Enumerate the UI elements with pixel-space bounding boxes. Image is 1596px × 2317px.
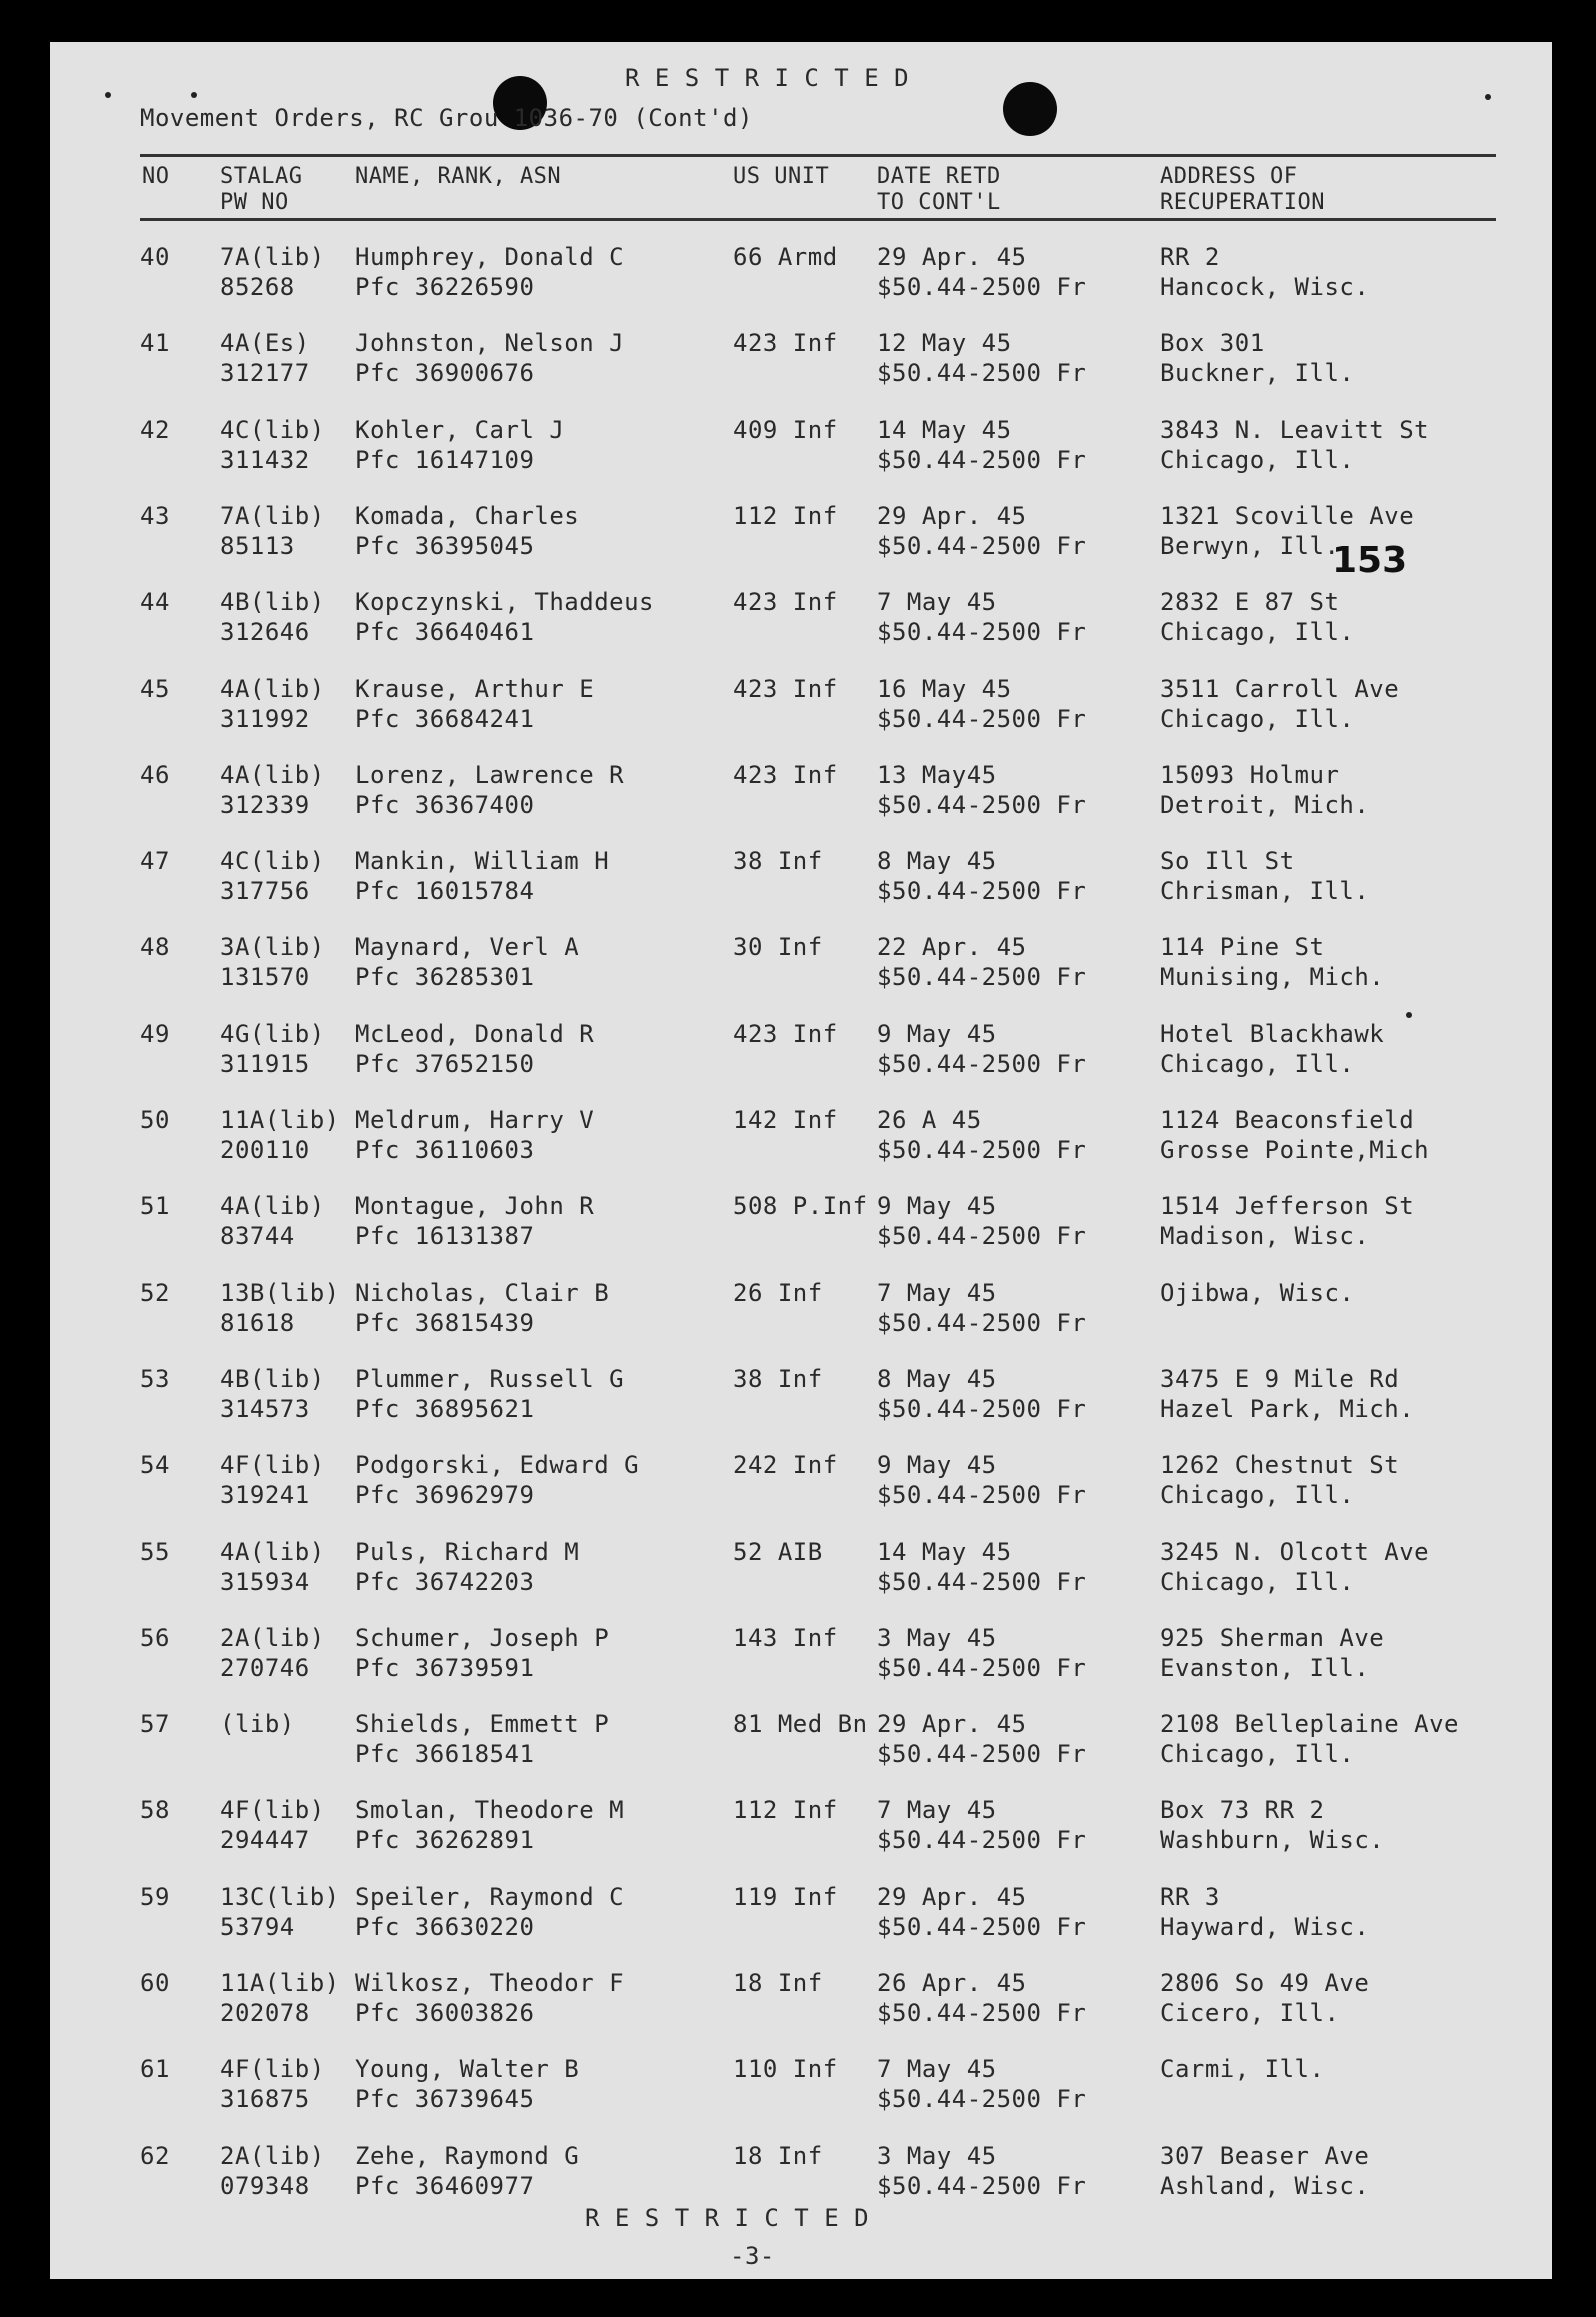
table-row — [50, 1278, 1552, 1364]
soldier-name: Komada, Charles — [355, 502, 580, 530]
col-header-pw-no: PW NO — [220, 190, 289, 215]
stalag: 4A(lib) — [220, 1538, 325, 1566]
rank-asn: Pfc 36262891 — [355, 1826, 535, 1854]
rank-asn: Pfc 36739645 — [355, 2085, 535, 2113]
rank-asn: Pfc 16147109 — [355, 446, 535, 474]
pw-number: 312339 — [220, 791, 310, 819]
pw-number: 294447 — [220, 1826, 310, 1854]
stalag: 4C(lib) — [220, 416, 325, 444]
us-unit: 18 Inf — [733, 2142, 823, 2170]
payment: $50.44-2500 Fr — [877, 1309, 1087, 1337]
col-header-stalag: STALAG — [220, 164, 303, 189]
stalag: 13C(lib) — [220, 1883, 340, 1911]
stalag: 4G(lib) — [220, 1020, 325, 1048]
date-returned: 7 May 45 — [877, 1279, 997, 1307]
rank-asn: Pfc 36285301 — [355, 963, 535, 991]
address-line-1: 114 Pine St — [1160, 933, 1325, 961]
address-line-1: 3511 Carroll Ave — [1160, 675, 1400, 703]
us-unit: 423 Inf — [733, 329, 838, 357]
soldier-name: Zehe, Raymond G — [355, 2142, 580, 2170]
address-line-1: 925 Sherman Ave — [1160, 1624, 1385, 1652]
pw-number: 315934 — [220, 1568, 310, 1596]
speck — [1485, 94, 1491, 100]
speck — [191, 92, 197, 98]
address-line-1: Ojibwa, Wisc. — [1160, 1279, 1355, 1307]
soldier-name: Young, Walter B — [355, 2055, 580, 2083]
us-unit: 52 AIB — [733, 1538, 823, 1566]
address-line-1: So Ill St — [1160, 847, 1295, 875]
us-unit: 119 Inf — [733, 1883, 838, 1911]
payment: $50.44-2500 Fr — [877, 1740, 1087, 1768]
rank-asn: Pfc 36640461 — [355, 618, 535, 646]
pw-number: 079348 — [220, 2172, 310, 2200]
us-unit: 242 Inf — [733, 1451, 838, 1479]
address-line-2: Chicago, Ill. — [1160, 618, 1355, 646]
header-rule-top — [140, 154, 1496, 157]
payment: $50.44-2500 Fr — [877, 963, 1087, 991]
table-row — [50, 1191, 1552, 1277]
table-row — [50, 1364, 1552, 1450]
us-unit: 66 Armd — [733, 243, 838, 271]
table-row — [50, 1795, 1552, 1881]
soldier-name: Podgorski, Edward G — [355, 1451, 640, 1479]
pw-number: 85268 — [220, 273, 295, 301]
address-line-2: Ashland, Wisc. — [1160, 2172, 1370, 2200]
date-returned: 7 May 45 — [877, 2055, 997, 2083]
us-unit: 38 Inf — [733, 1365, 823, 1393]
address-line-1: 15093 Holmur — [1160, 761, 1340, 789]
date-returned: 9 May 45 — [877, 1020, 997, 1048]
document-title: Movement Orders, RC Grou 1036-70 (Cont'd) — [140, 104, 753, 132]
row-number: 46 — [140, 761, 170, 789]
pw-number: 81618 — [220, 1309, 295, 1337]
address-line-1: 3475 E 9 Mile Rd — [1160, 1365, 1400, 1393]
soldier-name: Plummer, Russell G — [355, 1365, 625, 1393]
table-row — [50, 1623, 1552, 1709]
address-line-1: 2832 E 87 St — [1160, 588, 1340, 616]
classification-bottom: R E S T R I C T E D — [585, 2204, 870, 2232]
rank-asn: Pfc 36739591 — [355, 1654, 535, 1682]
table-row — [50, 1105, 1552, 1191]
stalag: 4F(lib) — [220, 1451, 325, 1479]
us-unit: 423 Inf — [733, 675, 838, 703]
date-returned: 12 May 45 — [877, 329, 1012, 357]
table-row — [50, 932, 1552, 1018]
payment: $50.44-2500 Fr — [877, 2172, 1087, 2200]
table-row — [50, 501, 1552, 587]
stalag: 4F(lib) — [220, 1796, 325, 1824]
classification-top: R E S T R I C T E D — [625, 64, 910, 92]
stalag: 2A(lib) — [220, 1624, 325, 1652]
stalag: 2A(lib) — [220, 2142, 325, 2170]
stalag: 13B(lib) — [220, 1279, 340, 1307]
us-unit: 110 Inf — [733, 2055, 838, 2083]
rank-asn: Pfc 36395045 — [355, 532, 535, 560]
us-unit: 508 P.Inf — [733, 1192, 868, 1220]
col-header-name: NAME, RANK, ASN — [355, 164, 562, 189]
table-row — [50, 242, 1552, 328]
table-row — [50, 415, 1552, 501]
pw-number: 311992 — [220, 705, 310, 733]
rank-asn: Pfc 36895621 — [355, 1395, 535, 1423]
rank-asn: Pfc 16131387 — [355, 1222, 535, 1250]
row-number: 49 — [140, 1020, 170, 1048]
pw-number: 85113 — [220, 532, 295, 560]
soldier-name: Kopczynski, Thaddeus — [355, 588, 654, 616]
rank-asn: Pfc 36900676 — [355, 359, 535, 387]
address-line-2: Madison, Wisc. — [1160, 1222, 1370, 1250]
address-line-1: RR 3 — [1160, 1883, 1220, 1911]
soldier-name: Mankin, William H — [355, 847, 610, 875]
date-returned: 26 A 45 — [877, 1106, 982, 1134]
date-returned: 29 Apr. 45 — [877, 243, 1027, 271]
us-unit: 112 Inf — [733, 1796, 838, 1824]
pw-number: 270746 — [220, 1654, 310, 1682]
us-unit: 26 Inf — [733, 1279, 823, 1307]
address-line-1: Box 73 RR 2 — [1160, 1796, 1325, 1824]
address-line-2: Chicago, Ill. — [1160, 1568, 1355, 1596]
pw-number: 311432 — [220, 446, 310, 474]
row-number: 57 — [140, 1710, 170, 1738]
speck — [105, 92, 111, 98]
table-row — [50, 587, 1552, 673]
address-line-2: Detroit, Mich. — [1160, 791, 1370, 819]
soldier-name: Shields, Emmett P — [355, 1710, 610, 1738]
pw-number: 316875 — [220, 2085, 310, 2113]
payment: $50.44-2500 Fr — [877, 1999, 1087, 2027]
address-line-2: Chicago, Ill. — [1160, 446, 1355, 474]
soldier-name: Wilkosz, Theodor F — [355, 1969, 625, 1997]
rank-asn: Pfc 36618541 — [355, 1740, 535, 1768]
stalag: 4B(lib) — [220, 588, 325, 616]
col-header-recuperation: RECUPERATION — [1160, 190, 1325, 215]
soldier-name: Smolan, Theodore M — [355, 1796, 625, 1824]
pw-number: 312646 — [220, 618, 310, 646]
payment: $50.44-2500 Fr — [877, 877, 1087, 905]
stalag: 4C(lib) — [220, 847, 325, 875]
date-returned: 3 May 45 — [877, 1624, 997, 1652]
row-number: 62 — [140, 2142, 170, 2170]
stalag: 4A(Es) — [220, 329, 310, 357]
date-returned: 29 Apr. 45 — [877, 502, 1027, 530]
address-line-2: Chicago, Ill. — [1160, 1050, 1355, 1078]
address-line-2: Chrisman, Ill. — [1160, 877, 1370, 905]
rank-asn: Pfc 36460977 — [355, 2172, 535, 2200]
payment: $50.44-2500 Fr — [877, 2085, 1087, 2113]
date-returned: 22 Apr. 45 — [877, 933, 1027, 961]
stalag: 3A(lib) — [220, 933, 325, 961]
pw-number: 202078 — [220, 1999, 310, 2027]
address-line-2: Hayward, Wisc. — [1160, 1913, 1370, 1941]
punch-hole-right — [1003, 82, 1057, 136]
table-row — [50, 1882, 1552, 1968]
table-row — [50, 1709, 1552, 1795]
stalag: 4A(lib) — [220, 1192, 325, 1220]
date-returned: 9 May 45 — [877, 1451, 997, 1479]
row-number: 60 — [140, 1969, 170, 1997]
address-line-1: Carmi, Ill. — [1160, 2055, 1325, 2083]
rank-asn: Pfc 16015784 — [355, 877, 535, 905]
pw-number: 131570 — [220, 963, 310, 991]
address-line-2: Hancock, Wisc. — [1160, 273, 1370, 301]
row-number: 51 — [140, 1192, 170, 1220]
address-line-1: 2806 So 49 Ave — [1160, 1969, 1370, 1997]
pw-number: 312177 — [220, 359, 310, 387]
address-line-1: 307 Beaser Ave — [1160, 2142, 1370, 2170]
pw-number: 317756 — [220, 877, 310, 905]
row-number: 55 — [140, 1538, 170, 1566]
date-returned: 26 Apr. 45 — [877, 1969, 1027, 1997]
address-line-2: Chicago, Ill. — [1160, 705, 1355, 733]
row-number: 40 — [140, 243, 170, 271]
date-returned: 7 May 45 — [877, 1796, 997, 1824]
rank-asn: Pfc 36962979 — [355, 1481, 535, 1509]
rank-asn: Pfc 36367400 — [355, 791, 535, 819]
us-unit: 423 Inf — [733, 761, 838, 789]
soldier-name: Maynard, Verl A — [355, 933, 580, 961]
row-number: 47 — [140, 847, 170, 875]
payment: $50.44-2500 Fr — [877, 705, 1087, 733]
rank-asn: Pfc 36630220 — [355, 1913, 535, 1941]
us-unit: 30 Inf — [733, 933, 823, 961]
rank-asn: Pfc 36684241 — [355, 705, 535, 733]
date-returned: 7 May 45 — [877, 588, 997, 616]
pw-number: 311915 — [220, 1050, 310, 1078]
address-line-2: Evanston, Ill. — [1160, 1654, 1370, 1682]
address-line-1: 1124 Beaconsfield — [1160, 1106, 1415, 1134]
payment: $50.44-2500 Fr — [877, 359, 1087, 387]
pw-number: 83744 — [220, 1222, 295, 1250]
address-line-2: Berwyn, Ill. — [1160, 532, 1340, 560]
date-returned: 8 May 45 — [877, 1365, 997, 1393]
us-unit: 112 Inf — [733, 502, 838, 530]
stalag: 7A(lib) — [220, 502, 325, 530]
page-stamp: 153 — [1332, 540, 1408, 581]
address-line-1: RR 2 — [1160, 243, 1220, 271]
rank-asn: Pfc 36815439 — [355, 1309, 535, 1337]
us-unit: 18 Inf — [733, 1969, 823, 1997]
us-unit: 143 Inf — [733, 1624, 838, 1652]
pw-number: 319241 — [220, 1481, 310, 1509]
address-line-1: 3245 N. Olcott Ave — [1160, 1538, 1430, 1566]
col-header-unit: US UNIT — [733, 164, 830, 189]
row-number: 56 — [140, 1624, 170, 1652]
table-row — [50, 1450, 1552, 1536]
payment: $50.44-2500 Fr — [877, 1050, 1087, 1078]
date-returned: 14 May 45 — [877, 1538, 1012, 1566]
table-row — [50, 1968, 1552, 2054]
payment: $50.44-2500 Fr — [877, 1136, 1087, 1164]
payment: $50.44-2500 Fr — [877, 1481, 1087, 1509]
payment: $50.44-2500 Fr — [877, 446, 1087, 474]
soldier-name: Speiler, Raymond C — [355, 1883, 625, 1911]
row-number: 61 — [140, 2055, 170, 2083]
table-row — [50, 1537, 1552, 1623]
soldier-name: Montague, John R — [355, 1192, 595, 1220]
stalag: 11A(lib) — [220, 1969, 340, 1997]
document-page — [50, 42, 1552, 2279]
col-header-contl: TO CONT'L — [877, 190, 1001, 215]
us-unit: 423 Inf — [733, 588, 838, 616]
address-line-2: Cicero, Ill. — [1160, 1999, 1340, 2027]
table-row — [50, 674, 1552, 760]
address-line-1: 1262 Chestnut St — [1160, 1451, 1400, 1479]
row-number: 45 — [140, 675, 170, 703]
row-number: 48 — [140, 933, 170, 961]
soldier-name: Krause, Arthur E — [355, 675, 595, 703]
us-unit: 38 Inf — [733, 847, 823, 875]
address-line-1: 2108 Belleplaine Ave — [1160, 1710, 1459, 1738]
us-unit: 423 Inf — [733, 1020, 838, 1048]
row-number: 59 — [140, 1883, 170, 1911]
date-returned: 16 May 45 — [877, 675, 1012, 703]
rank-asn: Pfc 36110603 — [355, 1136, 535, 1164]
address-line-2: Hazel Park, Mich. — [1160, 1395, 1415, 1423]
soldier-name: Nicholas, Clair B — [355, 1279, 610, 1307]
table-row — [50, 2054, 1552, 2140]
stalag: (lib) — [220, 1710, 295, 1738]
address-line-2: Buckner, Ill. — [1160, 359, 1355, 387]
address-line-2: Chicago, Ill. — [1160, 1481, 1355, 1509]
col-header-no: NO — [142, 164, 170, 189]
row-number: 54 — [140, 1451, 170, 1479]
address-line-1: 1514 Jefferson St — [1160, 1192, 1415, 1220]
stalag: 4F(lib) — [220, 2055, 325, 2083]
payment: $50.44-2500 Fr — [877, 1654, 1087, 1682]
row-number: 52 — [140, 1279, 170, 1307]
stalag: 4A(lib) — [220, 761, 325, 789]
rank-asn: Pfc 37652150 — [355, 1050, 535, 1078]
page-number: -3- — [730, 2242, 775, 2270]
soldier-name: Humphrey, Donald C — [355, 243, 625, 271]
stalag: 4A(lib) — [220, 675, 325, 703]
address-line-2: Grosse Pointe,Mich — [1160, 1136, 1430, 1164]
address-line-1: 3843 N. Leavitt St — [1160, 416, 1430, 444]
stalag: 11A(lib) — [220, 1106, 340, 1134]
address-line-2: Chicago, Ill. — [1160, 1740, 1355, 1768]
pw-number: 200110 — [220, 1136, 310, 1164]
date-returned: 3 May 45 — [877, 2142, 997, 2170]
pw-number: 314573 — [220, 1395, 310, 1423]
row-number: 53 — [140, 1365, 170, 1393]
soldier-name: Schumer, Joseph P — [355, 1624, 610, 1652]
address-line-1: 1321 Scoville Ave — [1160, 502, 1415, 530]
us-unit: 142 Inf — [733, 1106, 838, 1134]
payment: $50.44-2500 Fr — [877, 791, 1087, 819]
payment: $50.44-2500 Fr — [877, 1913, 1087, 1941]
date-returned: 29 Apr. 45 — [877, 1883, 1027, 1911]
stalag: 7A(lib) — [220, 243, 325, 271]
row-number: 58 — [140, 1796, 170, 1824]
us-unit: 409 Inf — [733, 416, 838, 444]
us-unit: 81 Med Bn — [733, 1710, 868, 1738]
payment: $50.44-2500 Fr — [877, 273, 1087, 301]
soldier-name: Kohler, Carl J — [355, 416, 565, 444]
stalag: 4B(lib) — [220, 1365, 325, 1393]
row-number: 42 — [140, 416, 170, 444]
soldier-name: Meldrum, Harry V — [355, 1106, 595, 1134]
pw-number: 53794 — [220, 1913, 295, 1941]
col-header-date: DATE RETD — [877, 164, 1001, 189]
address-line-2: Munising, Mich. — [1160, 963, 1385, 991]
date-returned: 8 May 45 — [877, 847, 997, 875]
date-returned: 13 May45 — [877, 761, 997, 789]
rank-asn: Pfc 36742203 — [355, 1568, 535, 1596]
soldier-name: Puls, Richard M — [355, 1538, 580, 1566]
table-row — [50, 1019, 1552, 1105]
address-line-1: Box 301 — [1160, 329, 1265, 357]
payment: $50.44-2500 Fr — [877, 1222, 1087, 1250]
payment: $50.44-2500 Fr — [877, 1826, 1087, 1854]
date-returned: 14 May 45 — [877, 416, 1012, 444]
row-number: 50 — [140, 1106, 170, 1134]
rank-asn: Pfc 36003826 — [355, 1999, 535, 2027]
row-number: 41 — [140, 329, 170, 357]
soldier-name: Lorenz, Lawrence R — [355, 761, 625, 789]
soldier-name: McLeod, Donald R — [355, 1020, 595, 1048]
rank-asn: Pfc 36226590 — [355, 273, 535, 301]
date-returned: 9 May 45 — [877, 1192, 997, 1220]
table-row — [50, 760, 1552, 846]
row-number: 44 — [140, 588, 170, 616]
header-rule-bottom — [140, 218, 1496, 221]
payment: $50.44-2500 Fr — [877, 1395, 1087, 1423]
address-line-1: Hotel Blackhawk — [1160, 1020, 1385, 1048]
payment: $50.44-2500 Fr — [877, 532, 1087, 560]
payment: $50.44-2500 Fr — [877, 618, 1087, 646]
address-line-2: Washburn, Wisc. — [1160, 1826, 1385, 1854]
table-row — [50, 328, 1552, 414]
payment: $50.44-2500 Fr — [877, 1568, 1087, 1596]
col-header-address: ADDRESS OF — [1160, 164, 1298, 189]
table-row — [50, 846, 1552, 932]
date-returned: 29 Apr. 45 — [877, 1710, 1027, 1738]
row-number: 43 — [140, 502, 170, 530]
soldier-name: Johnston, Nelson J — [355, 329, 625, 357]
